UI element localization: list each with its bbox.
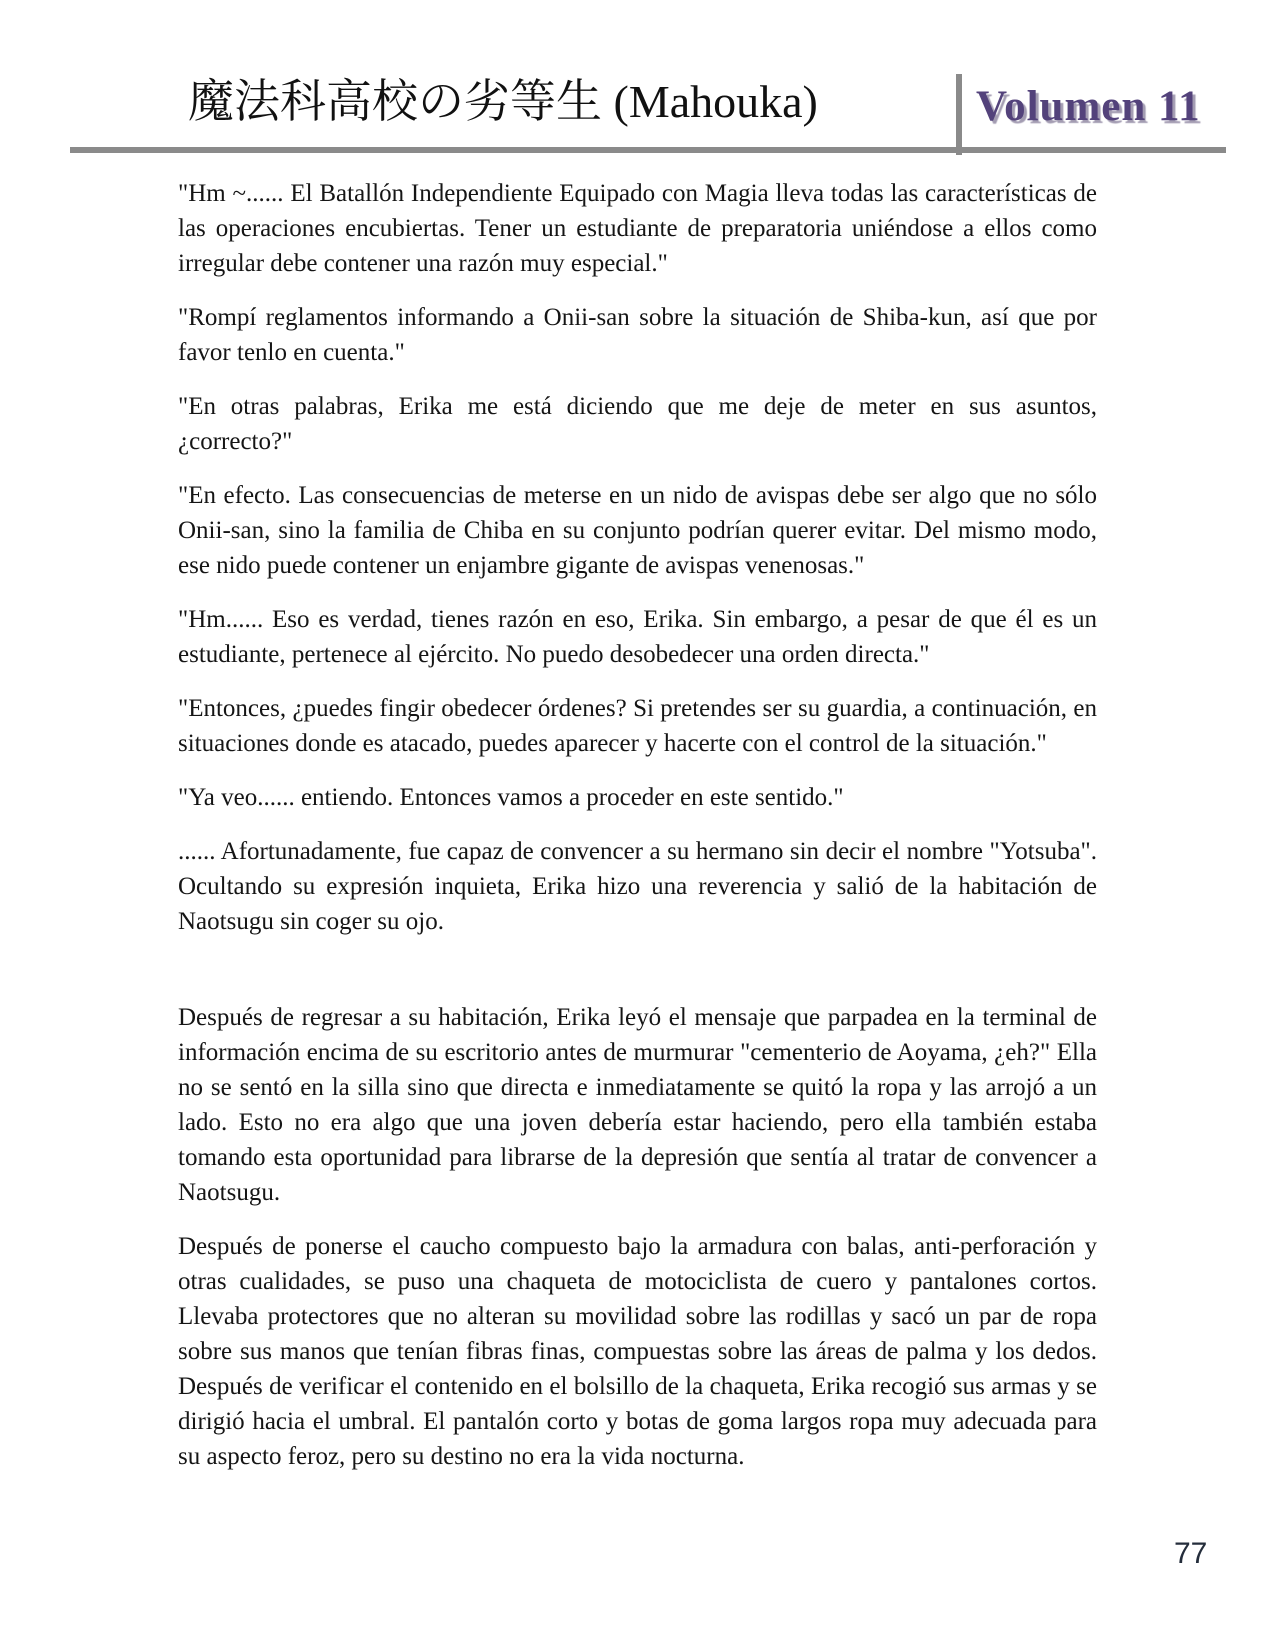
page-header-title: 魔法科高校の劣等生 (Mahouka)	[188, 76, 818, 127]
header-vertical-divider	[956, 74, 962, 155]
paragraph: "En otras palabras, Erika me está diciendo que me deje de meter en sus asuntos, ¿correcto?"	[178, 393, 1097, 455]
paragraph: "Hm ~...... El Batallón Independiente Equipado con Magia lleva todas las características de las operaciones encubiertas. Tener un estudiante de preparatoria uniéndose a ellos como irregular debe contener una razón muy especial."	[178, 180, 1097, 277]
paragraph: "Hm...... Eso es verdad, tienes razón en eso, Erika. Sin embargo, a pesar de que él es un estudiante, pertenece al ejército. No puedo desobedecer una orden directa."	[178, 606, 1097, 668]
body-content	[178, 176, 1097, 1493]
paragraph: Después de regresar a su habitación, Erika leyó el mensaje que parpadea en la terminal de información encima de su escritorio antes de murmurar "cementerio de Aoyama, ¿eh?" Ella no se sentó en la silla sino que directa e inmediatamente se quitó la ropa y las arrojó a un lado. Esto no era algo que una joven debería estar haciendo, pero ella también estaba tomando esta oportunidad para librarse de la depresión que sentía al tratar de convencer a Naotsugu.	[178, 1004, 1097, 1206]
page-number: 77	[1174, 1537, 1208, 1570]
paragraph: Después de ponerse el caucho compuesto bajo la armadura con balas, anti-perforación y otras cualidades, se puso una chaqueta de motociclista de cuero y pantalones cortos. Llevaba protectores que no alteran su movilidad sobre las rodillas y sacó un par de ropa sobre sus manos que tenían fibras finas, compuestas sobre las áreas de palma y los dedos. Después de verificar el contenido en el bolsillo de la chaqueta, Erika recogió sus armas y se dirigió hacia el umbral. El pantalón corto y botas de goma largos ropa muy adecuada para su aspecto feroz, pero su destino no era la vida nocturna.	[178, 1233, 1097, 1470]
paragraph: "Ya veo...... entiendo. Entonces vamos a proceder en este sentido."	[178, 784, 844, 811]
paragraph: "En efecto. Las consecuencias de meterse en un nido de avispas debe ser algo que no sólo Onii-san, sino la familia de Chiba en su conjunto podrían querer evitar. Del mismo modo, ese nido puede contener un enjambre gigante de avispas venenosas."	[178, 482, 1097, 579]
paragraph: "Rompí reglamentos informando a Onii-san sobre la situación de Shiba-kun, así que por favor tenlo en cuenta."	[178, 304, 1097, 366]
header-horizontal-rule	[70, 147, 1226, 153]
paragraph: "Entonces, ¿puedes fingir obedecer órdenes? Si pretendes ser su guardia, a continuación, en situaciones donde es atacado, puedes aparecer y hacerte con el control de la situación."	[178, 695, 1097, 757]
scene-break	[178, 958, 1097, 1000]
volume-label: Volumen 11	[976, 83, 1201, 130]
paragraph: ...... Afortunadamente, fue capaz de convencer a su hermano sin decir el nombre "Yotsuba". Ocultando su expresión inquieta, Erika hizo una reverencia y salió de la habitación de Naotsugu sin coger su ojo.	[178, 838, 1097, 935]
